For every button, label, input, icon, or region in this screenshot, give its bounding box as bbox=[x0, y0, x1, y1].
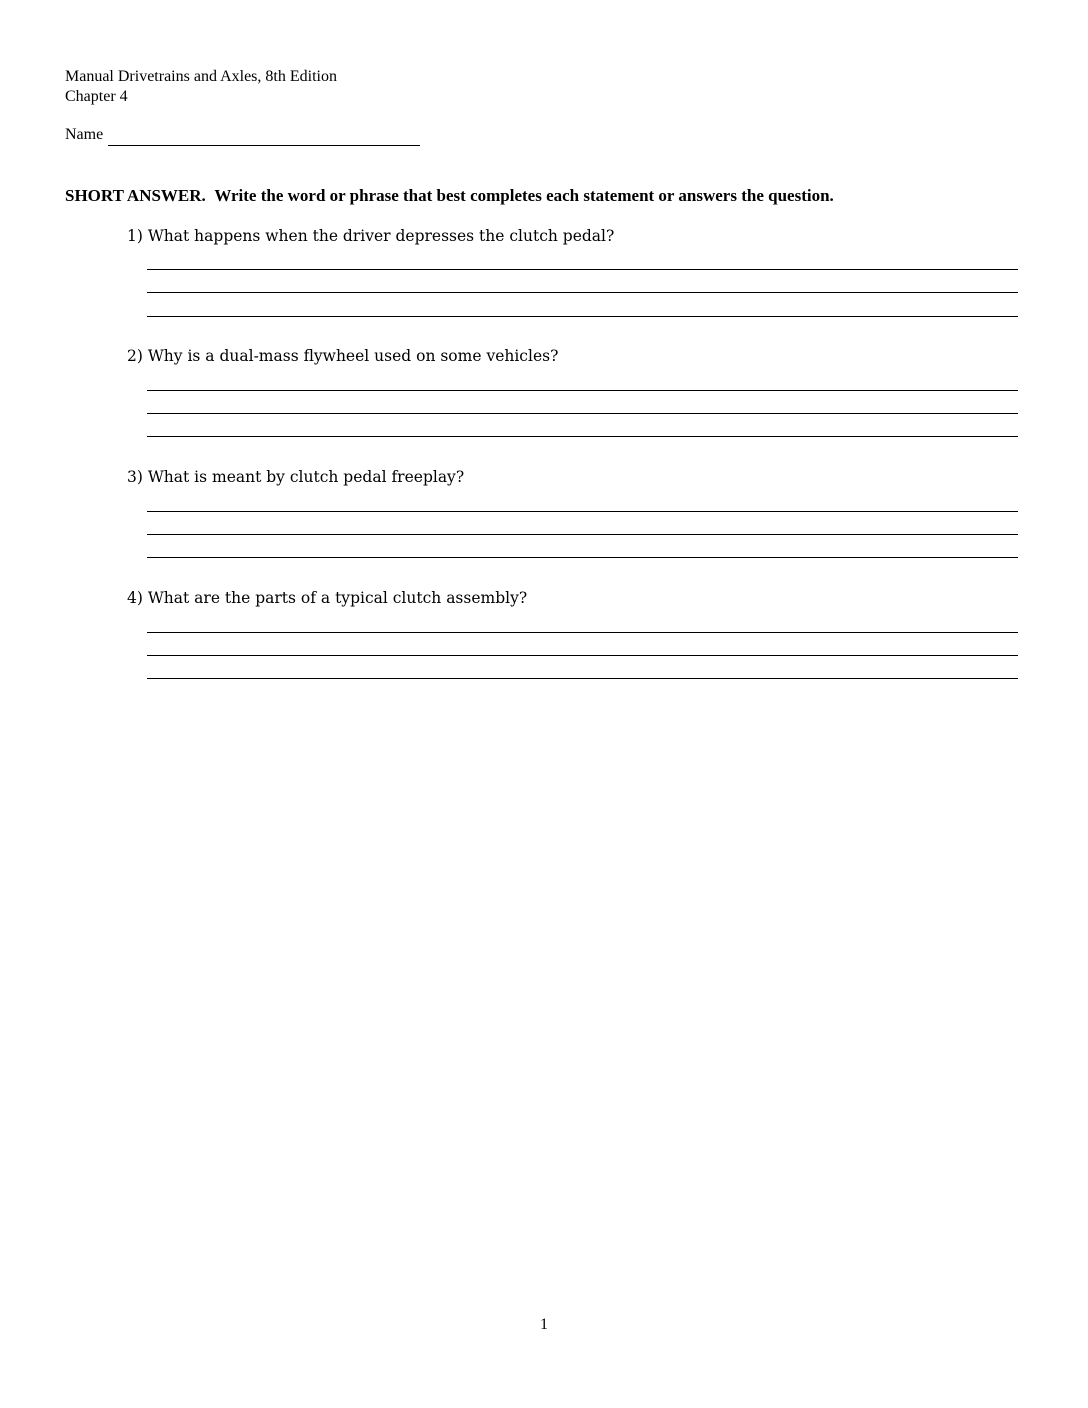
question-number: 2) bbox=[127, 347, 143, 365]
question-4 bbox=[127, 587, 527, 609]
answer-line-4b[interactable] bbox=[147, 655, 1018, 656]
question-2 bbox=[127, 345, 558, 367]
question-1 bbox=[127, 225, 614, 247]
book-title: Manual Drivetrains and Axles, 8th Edition bbox=[65, 68, 337, 85]
answer-line-1b[interactable] bbox=[147, 292, 1018, 293]
answer-line-2a[interactable] bbox=[147, 390, 1018, 391]
name-label: Name bbox=[65, 126, 104, 143]
question-text: What happens when the driver depresses the clutch pedal? bbox=[147, 227, 615, 245]
answer-line-1c[interactable] bbox=[147, 316, 1018, 317]
name-row bbox=[65, 125, 103, 145]
answer-line-2c[interactable] bbox=[147, 436, 1018, 437]
question-text: Why is a dual-mass flywheel used on some vehicles? bbox=[147, 347, 559, 365]
answer-line-3c[interactable] bbox=[147, 557, 1018, 558]
name-field[interactable] bbox=[108, 145, 420, 146]
chapter-label: Chapter 4 bbox=[65, 88, 128, 105]
question-number: 3) bbox=[127, 468, 143, 486]
answer-line-3a[interactable] bbox=[147, 511, 1018, 512]
question-number: 4) bbox=[127, 589, 143, 607]
section-instructions bbox=[65, 185, 834, 207]
question-text: What are the parts of a typical clutch assembly? bbox=[147, 589, 528, 607]
answer-line-4a[interactable] bbox=[147, 632, 1018, 633]
question-number: 1) bbox=[127, 227, 143, 245]
question-text: What is meant by clutch pedal freeplay? bbox=[147, 468, 465, 486]
question-3 bbox=[127, 466, 464, 488]
answer-line-1a[interactable] bbox=[147, 269, 1018, 270]
answer-line-2b[interactable] bbox=[147, 413, 1018, 414]
answer-line-4c[interactable] bbox=[147, 678, 1018, 679]
page-number: 1 bbox=[540, 1316, 548, 1333]
section-heading: SHORT ANSWER. bbox=[65, 186, 206, 205]
answer-line-3b[interactable] bbox=[147, 534, 1018, 535]
section-instruction: Write the word or phrase that best completes each statement or answers the question. bbox=[214, 186, 834, 205]
